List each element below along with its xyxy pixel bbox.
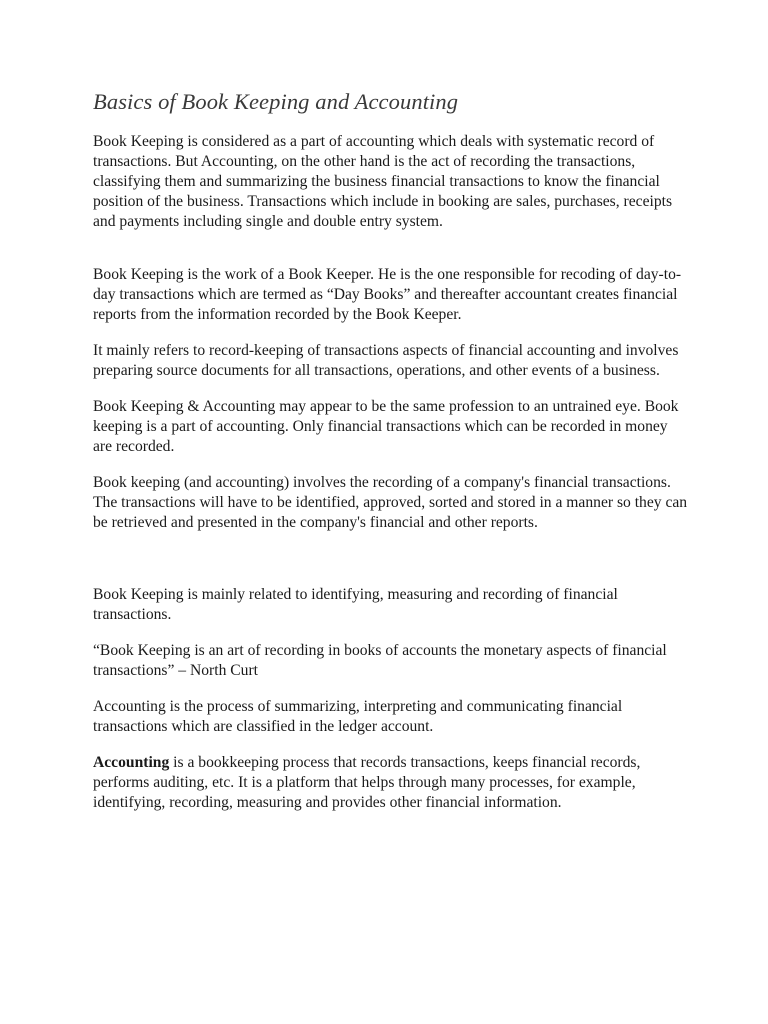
paragraph-accounting-platform-text: is a bookkeeping process that records transactions, keeps financial records, performs auditing, etc. It is a platform that helps through many processes, for example, identifying, recording, measuring and provides other financial information. (93, 754, 641, 811)
paragraph-definition: Book Keeping is considered as a part of accounting which deals with systematic record of transactions. But Accounting, on the other hand is the act of recording the transactions, classifying them and summarizing the business financial transactions to know the financial position of the business. Transactions which include in booking are sales, purchases, receipts and payments including single and double entry system. (93, 133, 673, 230)
document-title: Basics of Book Keeping and Accounting (93, 89, 459, 114)
paragraph-profession: Book Keeping & Accounting may appear to be the same profession to an untrained eye. Book keeping is a part of accounting. Only financial transactions which can be recorded in money are recorded. (93, 398, 679, 455)
paragraph-book-keeper: Book Keeping is the work of a Book Keeper. He is the one responsible for recoding of day-to-day transactions which are termed as “Day Books” and thereafter accountant creates financial reports from the information recorded by the Book Keeper. (93, 266, 682, 323)
paragraph-accounting-process: Accounting is the process of summarizing, interpreting and communicating financial transactions which are classified in the ledger account. (93, 698, 623, 735)
paragraph-identifying: Book Keeping is mainly related to identifying, measuring and recording of financial transactions. (93, 586, 618, 623)
paragraph-record-keeping: It mainly refers to record-keeping of transactions aspects of financial accounting and involves preparing source documents for all transactions, operations, and other events of a business. (93, 342, 679, 379)
paragraph-accounting-platform (93, 753, 688, 813)
paragraph-company-transactions: Book keeping (and accounting) involves the recording of a company's financial transactions. The transactions will have to be identified, approved, sorted and stored in a manner so they can be retrieved and presented in the company's financial and other reports. (93, 474, 688, 531)
paragraph-quote: “Book Keeping is an art of recording in books of accounts the monetary aspects of financial transactions” – North Curt (93, 642, 667, 679)
bold-term-accounting: Accounting (93, 754, 170, 771)
